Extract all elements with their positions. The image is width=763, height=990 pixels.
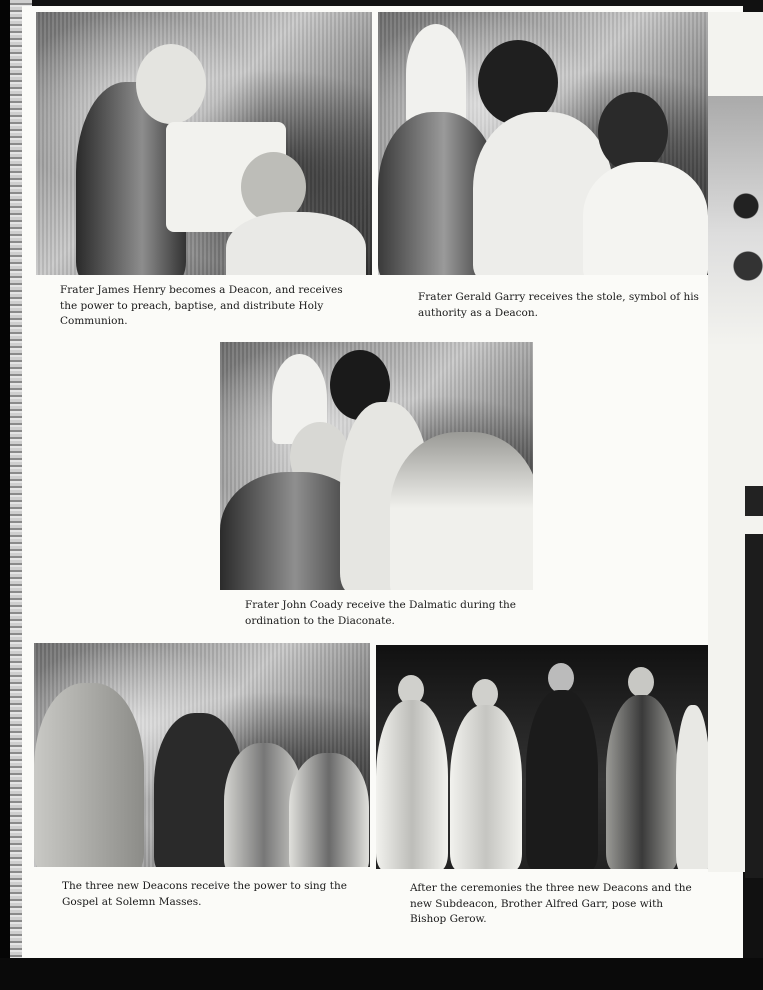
deacon-figure: [289, 753, 369, 867]
subdeacon-head: [628, 667, 654, 697]
server-figure: [34, 683, 144, 867]
photo-james-henry-deacon: [36, 12, 372, 275]
deacon-figure: [450, 705, 522, 869]
mitre: [406, 24, 466, 124]
photo-deacons-gospel: [34, 643, 370, 867]
deacon-figure: [376, 700, 448, 869]
photo-gerald-garry-stole: [378, 12, 708, 275]
photo-deacons-with-bishop: [376, 645, 708, 869]
scan-bottom-edge: [0, 958, 763, 990]
photo-john-coady-dalmatic: [220, 342, 533, 590]
adjacent-page-edge: [708, 12, 763, 872]
caption-gerald-garry: Frater Gerald Garry receives the stole, symbol of his authority as a Deacon.: [418, 291, 699, 319]
bishop-figure: [526, 690, 598, 869]
caption-deacons-with-bishop: After the ceremonies the three new Deacons and the new Subdeacon, Brother Alfred Garr, pose with Bishop Gerow.: [410, 882, 692, 925]
adjacent-page-dark-block: [745, 486, 763, 516]
subdeacon-figure: [606, 695, 678, 869]
assistant-figure: [583, 162, 708, 275]
candidate-figure: [390, 432, 533, 590]
candidate-figure: [226, 212, 366, 275]
bishop-head: [136, 44, 206, 124]
bishop-head: [548, 663, 574, 693]
adjacent-page-photo: [708, 96, 763, 346]
caption-john-coady: Frater John Coady receive the Dalmatic during the ordination to the Diaconate.: [245, 599, 516, 627]
deacon-figure: [676, 705, 708, 869]
caption-james-henry: Frater James Henry becomes a Deacon, and receives the power to preach, baptise, and distribute Holy Communion.: [60, 284, 343, 327]
caption-three-deacons-gospel: The three new Deacons receive the power to sing the Gospel at Solemn Masses.: [62, 880, 347, 908]
assistant-head: [598, 92, 668, 172]
adjacent-page-dark-panel: [745, 534, 763, 878]
